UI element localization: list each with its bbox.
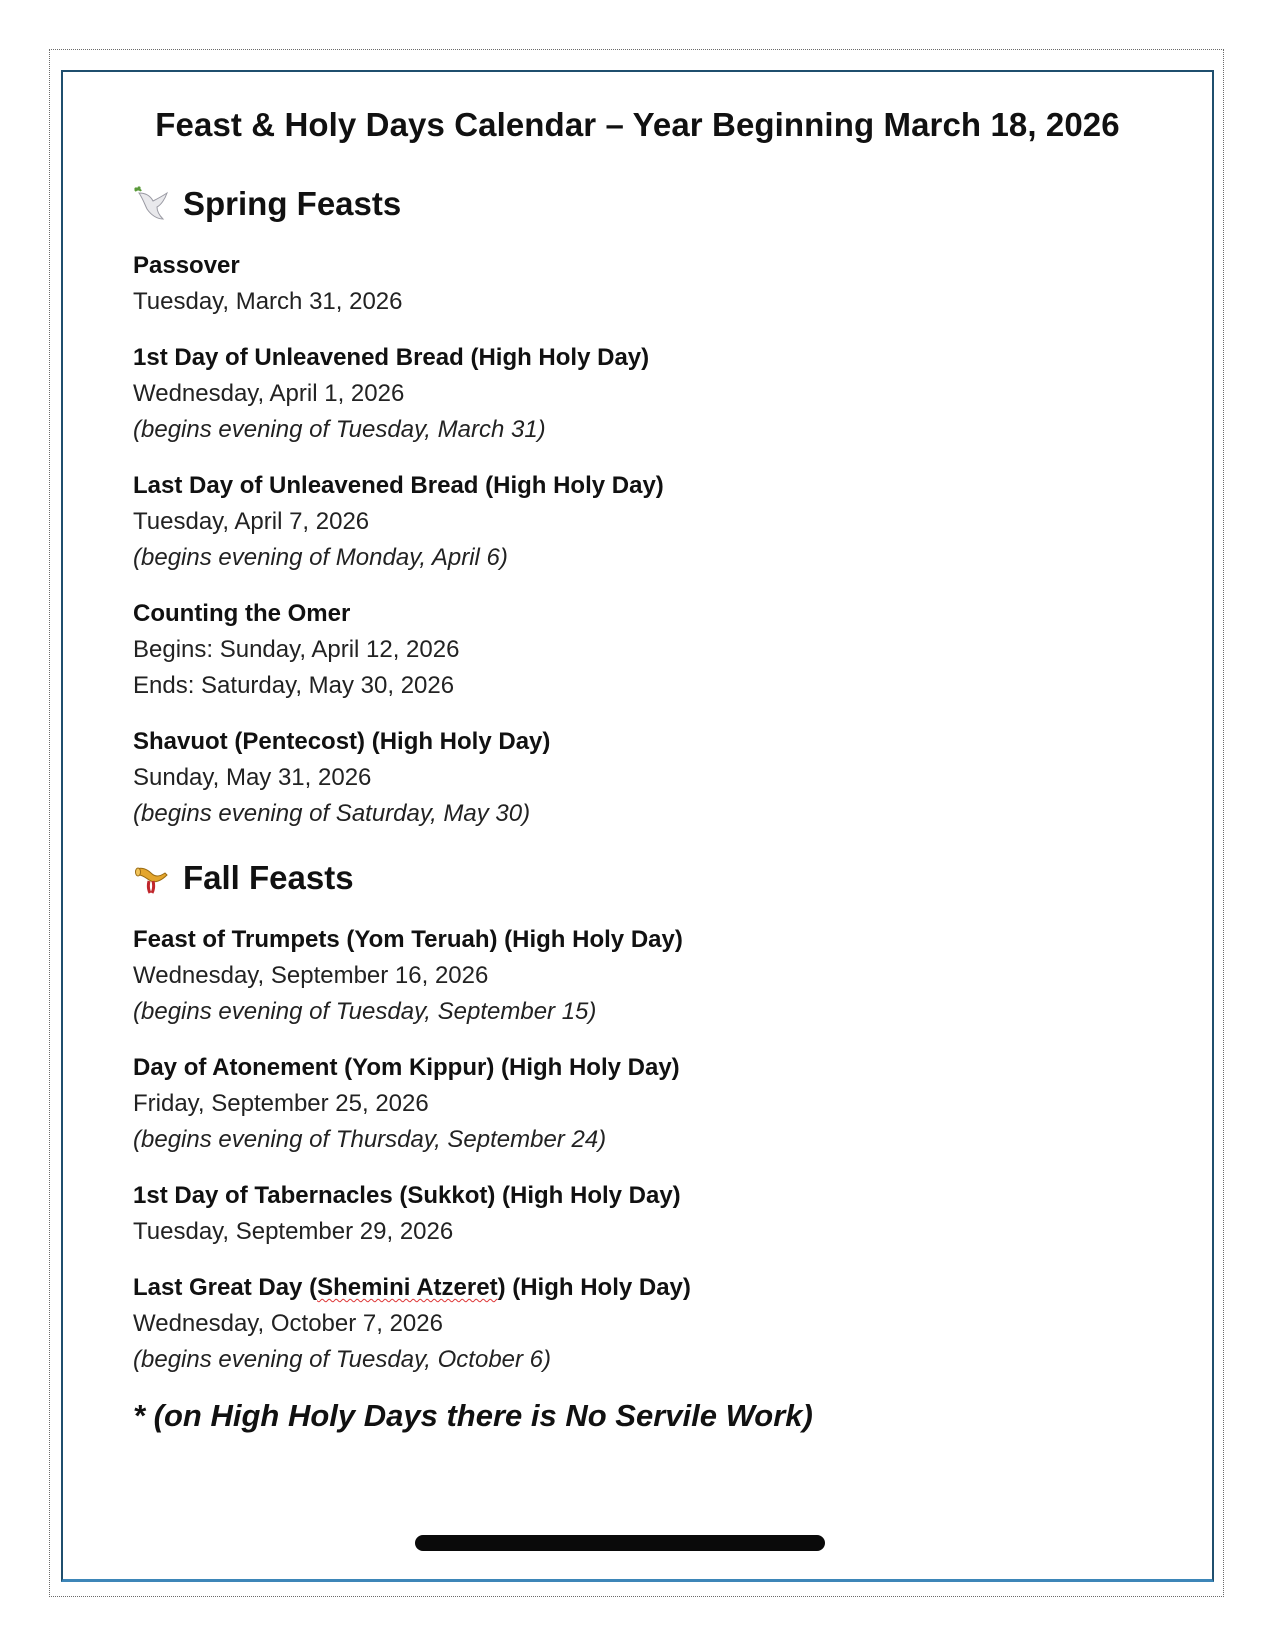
event-date: Wednesday, September 16, 2026 xyxy=(133,962,489,989)
event-name: Counting the Omer xyxy=(133,600,351,627)
event-name xyxy=(133,1270,1172,1306)
event-first-day-unleavened-bread xyxy=(133,340,1172,448)
event-last-great-day xyxy=(133,1270,1172,1378)
event-date: Sunday, May 31, 2026 xyxy=(133,764,372,791)
event-note: (begins evening of Tuesday, March 31) xyxy=(133,416,546,443)
event-name: Passover xyxy=(133,252,240,279)
spring-feasts-heading xyxy=(133,180,1172,228)
event-name: Day of Atonement (Yom Kippur) (High Holy Day) xyxy=(133,1054,680,1081)
event-date: Wednesday, April 1, 2026 xyxy=(133,380,405,407)
horn-icon xyxy=(133,859,171,897)
event-end-date: Ends: Saturday, May 30, 2026 xyxy=(133,672,455,699)
footnote: * (on High Holy Days there is No Servile Work) xyxy=(133,1398,813,1433)
event-note: (begins evening of Monday, April 6) xyxy=(133,544,508,571)
dove-icon xyxy=(133,185,171,223)
event-name: 1st Day of Tabernacles (Sukkot) (High Holy Day) xyxy=(133,1182,681,1209)
event-note: (begins evening of Saturday, May 30) xyxy=(133,800,531,827)
event-name: 1st Day of Unleavened Bread (High Holy Day) xyxy=(133,344,650,371)
event-date: Friday, September 25, 2026 xyxy=(133,1090,429,1117)
home-indicator-bar[interactable] xyxy=(415,1535,825,1551)
event-note: (begins evening of Thursday, September 24) xyxy=(133,1126,607,1153)
event-feast-of-trumpets xyxy=(133,922,1172,1030)
document-content xyxy=(133,180,1172,1434)
fall-feasts-heading xyxy=(133,854,1172,902)
event-passover xyxy=(133,248,1172,320)
event-name-part: Last Great Day ( xyxy=(133,1274,318,1301)
spring-feasts-heading-text: Spring Feasts xyxy=(183,185,402,222)
event-begin-date: Begins: Sunday, April 12, 2026 xyxy=(133,636,460,663)
event-name-part: ) (High Holy Day) xyxy=(497,1274,691,1301)
event-name: Last Day of Unleavened Bread (High Holy Day) xyxy=(133,472,664,499)
event-date: Tuesday, April 7, 2026 xyxy=(133,508,370,535)
event-shavuot xyxy=(133,724,1172,832)
fall-feasts-heading-text: Fall Feasts xyxy=(183,859,354,896)
misspelled-word: Shemini Atzeret xyxy=(317,1274,498,1301)
event-date: Wednesday, October 7, 2026 xyxy=(133,1310,443,1337)
event-note: (begins evening of Tuesday, September 15) xyxy=(133,998,597,1025)
event-name: Feast of Trumpets (Yom Teruah) (High Holy Day) xyxy=(133,926,683,953)
event-name: Shavuot (Pentecost) (High Holy Day) xyxy=(133,728,551,755)
page-title: Feast & Holy Days Calendar – Year Beginning March 18, 2026 xyxy=(155,106,1120,143)
event-counting-the-omer xyxy=(133,596,1172,704)
event-note: (begins evening of Tuesday, October 6) xyxy=(133,1346,552,1373)
event-last-day-unleavened-bread xyxy=(133,468,1172,576)
document-page xyxy=(61,70,1214,1582)
event-first-day-tabernacles xyxy=(133,1178,1172,1250)
event-day-of-atonement xyxy=(133,1050,1172,1158)
event-date: Tuesday, March 31, 2026 xyxy=(133,288,403,315)
event-date: Tuesday, September 29, 2026 xyxy=(133,1218,454,1245)
